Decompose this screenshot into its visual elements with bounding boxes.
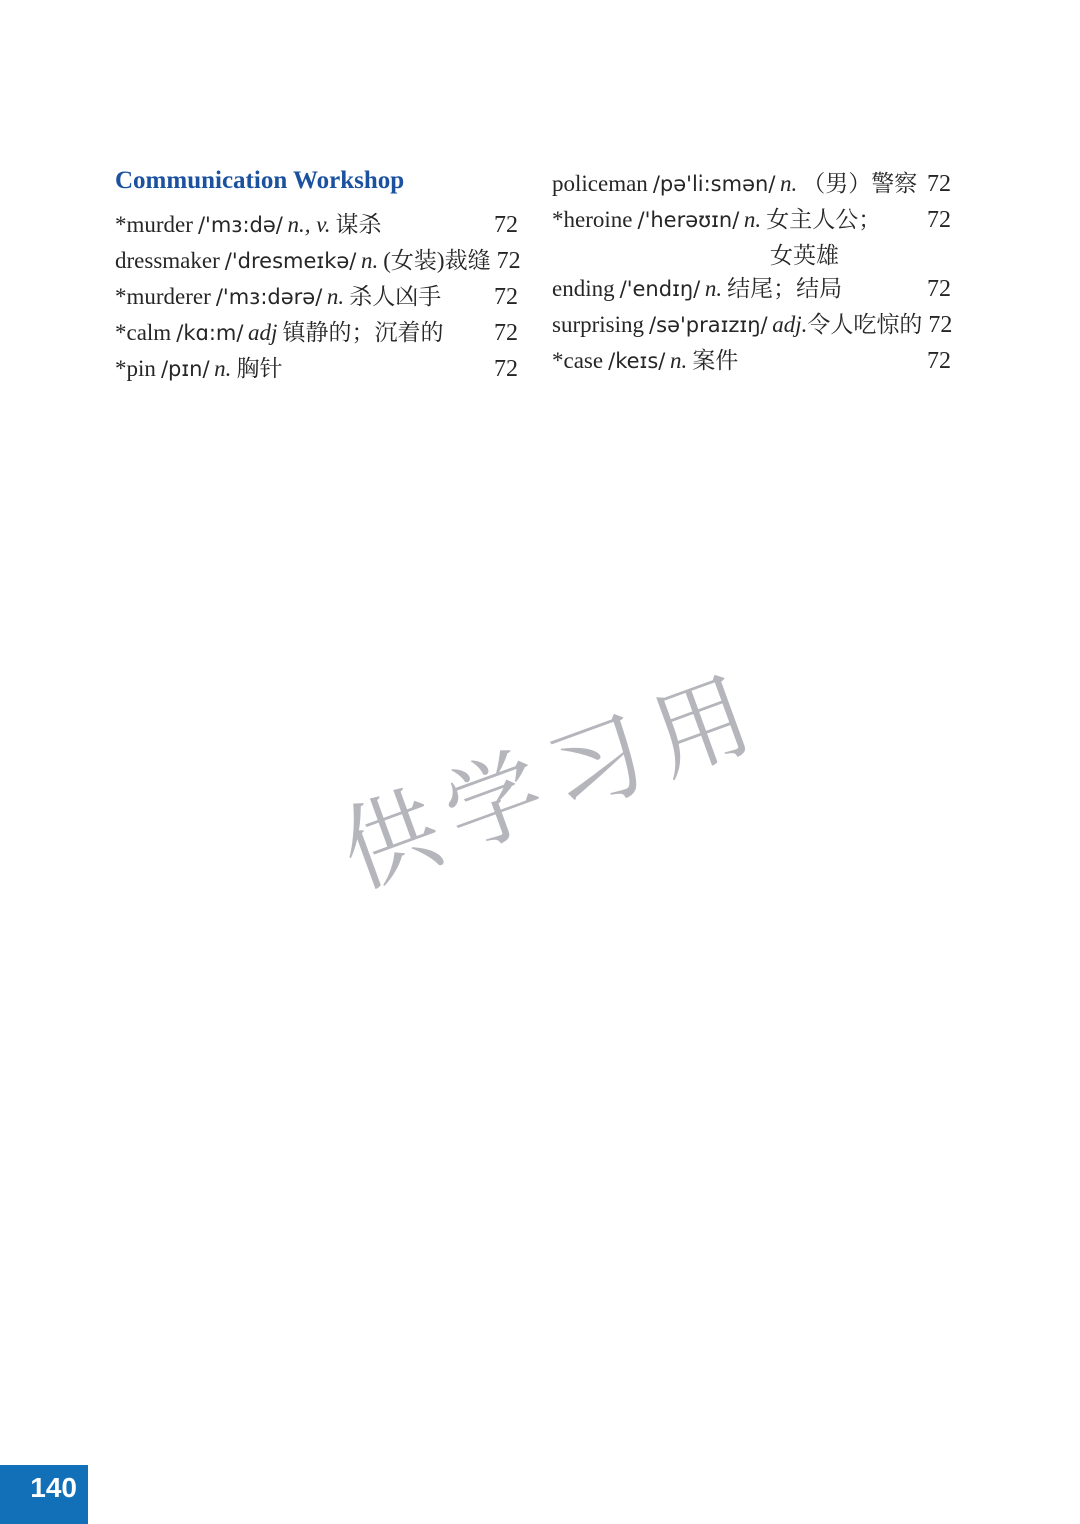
vocab-entry	[115, 280, 518, 316]
vocab-entry	[552, 203, 951, 272]
phonetic: /'mɜ:də/	[197, 213, 283, 237]
vocab-column-left	[115, 167, 521, 388]
part-of-speech: n.	[704, 276, 723, 301]
page-ref: 72	[496, 248, 521, 274]
section-heading: Communication Workshop	[115, 167, 405, 194]
page-ref: 72	[927, 171, 951, 197]
vocab-entry	[115, 208, 518, 244]
phonetic: /pɪn/	[160, 357, 210, 381]
phonetic: /pə'li:smən/	[652, 172, 776, 196]
part-of-speech: n.	[360, 248, 379, 273]
phonetic: /'endɪŋ/	[619, 277, 701, 301]
headword: policeman	[552, 171, 648, 196]
vocab-entry	[552, 344, 951, 380]
page-ref: 72	[927, 276, 951, 302]
headword: *heroine	[552, 207, 633, 232]
headword: *calm	[115, 320, 172, 345]
chinese-gloss-continuation: 女英雄	[770, 243, 839, 268]
entry-text	[552, 167, 917, 203]
vocab-column-right	[552, 167, 951, 380]
entry-text	[115, 244, 491, 280]
entry-text	[115, 280, 441, 316]
phonetic: /'mɜ:dərə/	[215, 285, 323, 309]
chinese-gloss: 胸针	[236, 356, 283, 381]
page-ref: 72	[494, 212, 518, 238]
page-ref: 72	[494, 356, 518, 382]
part-of-speech: n.	[669, 348, 688, 373]
page-ref: 72	[494, 320, 518, 346]
chinese-gloss: 杀人凶手	[349, 284, 442, 309]
entry-text	[552, 203, 881, 239]
part-of-speech: n.	[780, 171, 798, 196]
headword: *murder	[115, 212, 193, 237]
vocab-entry	[115, 244, 521, 280]
vocab-entry	[115, 352, 518, 388]
part-of-speech: n.	[743, 207, 762, 232]
entry-text	[115, 208, 382, 244]
chinese-gloss: 女主人公；	[766, 207, 882, 232]
page-ref: 72	[927, 348, 951, 374]
phonetic: /'dresmeɪkə/	[224, 249, 357, 273]
headword: ending	[552, 276, 615, 301]
chinese-gloss: 案件	[692, 348, 739, 373]
entry-text	[552, 308, 922, 344]
chinese-gloss: （男）警察	[802, 171, 918, 196]
page-ref: 72	[928, 312, 953, 338]
headword: *pin	[115, 356, 156, 381]
chinese-gloss: (女装)裁缝	[383, 248, 491, 273]
page-ref: 72	[494, 284, 518, 310]
chinese-gloss: 令人吃惊的	[807, 312, 923, 337]
watermark-text: 供学习用	[327, 656, 778, 908]
entry-text	[552, 272, 842, 308]
headword: *case	[552, 348, 604, 373]
phonetic: /'herəʊɪn/	[637, 208, 740, 232]
vocab-entry	[552, 272, 951, 308]
part-of-speech: adj	[248, 320, 278, 345]
part-of-speech: n.	[326, 284, 345, 309]
headword: surprising	[552, 312, 644, 337]
chinese-gloss: 谋杀	[335, 212, 382, 237]
part-of-speech: n.	[214, 356, 232, 381]
part-of-speech: adj.	[772, 312, 808, 337]
chinese-gloss: 结尾；结局	[727, 276, 843, 301]
page-ref: 72	[927, 207, 951, 233]
vocab-entry	[552, 167, 951, 203]
entry-text	[115, 352, 282, 388]
vocab-entry	[552, 308, 951, 344]
page-number: 140	[30, 1471, 77, 1503]
headword: *murderer	[115, 284, 211, 309]
page-number-box	[0, 1465, 88, 1524]
headword: dressmaker	[115, 248, 220, 273]
entry-text	[115, 316, 443, 352]
phonetic: /kɑ:m/	[176, 321, 244, 345]
chinese-gloss: 镇静的；沉着的	[282, 320, 444, 345]
phonetic: /sə'praɪzɪŋ/	[649, 313, 768, 337]
part-of-speech: n., v.	[287, 212, 331, 237]
vocab-entry	[115, 316, 518, 352]
entry-text	[552, 344, 738, 380]
phonetic: /keɪs/	[608, 349, 666, 373]
